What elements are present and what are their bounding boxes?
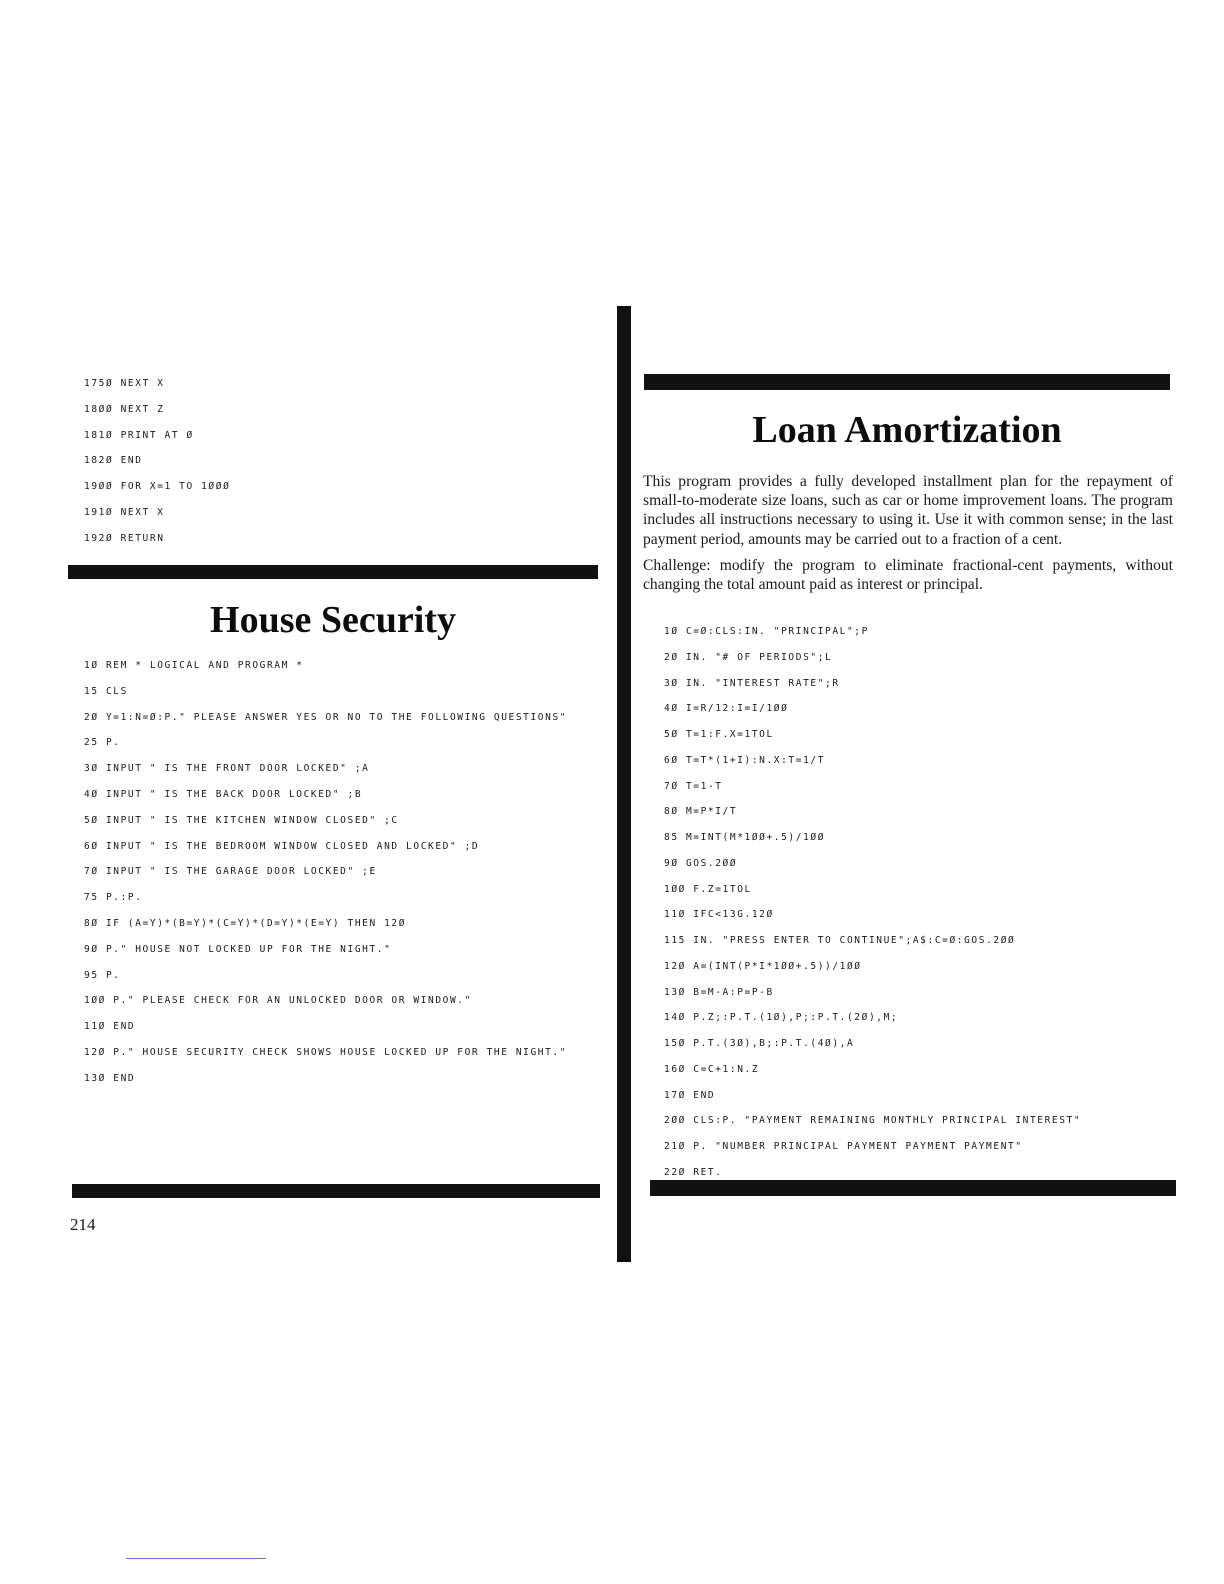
page-number: 214 xyxy=(70,1215,96,1234)
code-line: 181Ø PRINT AT Ø xyxy=(84,429,194,441)
code-line: 1Ø C=Ø:CLS:IN. "PRINCIPAL";P xyxy=(664,626,869,637)
code-line: 17Ø END xyxy=(664,1089,716,1101)
code-line: 5Ø T=1:F.X=1TOL xyxy=(664,729,774,740)
code-line: 25 P. xyxy=(84,737,121,749)
code-line: 95 P. xyxy=(84,969,121,981)
code-line: 182Ø END xyxy=(84,455,143,467)
loan-amortization-code-listing xyxy=(664,626,1081,1193)
code-line: 192Ø RETURN xyxy=(84,532,165,544)
section-divider-bar xyxy=(650,1180,1176,1196)
code-line: 7Ø INPUT " IS THE GARAGE DOOR LOCKED" ;E xyxy=(84,866,377,878)
code-line: 1ØØ F.Z=1TOL xyxy=(664,883,752,895)
code-line: 75 P.:P. xyxy=(84,892,143,904)
code-line: 12Ø P." HOUSE SECURITY CHECK SHOWS HOUSE LOCKED UP FOR THE NIGHT." xyxy=(84,1046,568,1058)
code-line: 11Ø END xyxy=(84,1021,136,1033)
code-line: 115 IN. "PRESS ENTER TO CONTINUE";A$:C=Ø:GOS.2ØØ xyxy=(664,935,1016,946)
code-line: 11Ø IFC<13G.12Ø xyxy=(664,909,774,921)
code-line: 19ØØ FOR X=1 TO 1ØØØ xyxy=(84,481,231,493)
code-line: 13Ø END xyxy=(84,1072,136,1084)
code-line: 3Ø INPUT " IS THE FRONT DOOR LOCKED" ;A xyxy=(84,763,370,775)
house-security-title: House Security xyxy=(210,599,456,641)
code-line: 12Ø A=(INT(P*I*1ØØ+.5))/1ØØ xyxy=(664,960,862,972)
code-line: 15Ø P.T.(3Ø),B;:P.T.(4Ø),A xyxy=(664,1038,855,1049)
loan-amortization-title: Loan Amortization xyxy=(752,409,1062,451)
code-line: 4Ø INPUT " IS THE BACK DOOR LOCKED" ;B xyxy=(84,788,363,800)
code-line: 2ØØ CLS:P. "PAYMENT REMAINING MONTHLY PRINCIPAL INTEREST" xyxy=(664,1115,1082,1127)
code-line: 9Ø GOS.2ØØ xyxy=(664,857,738,869)
code-line: 13Ø B=M-A:P=P-B xyxy=(664,986,774,998)
section-divider-bar xyxy=(68,565,598,579)
loan-challenge: Challenge: modify the program to eliminate fractional-cent payments, without changing the total amount paid as interest or principal. xyxy=(643,557,1173,594)
code-line: 2Ø IN. "# OF PERIODS";L xyxy=(664,651,833,663)
section-divider-bar xyxy=(72,1184,600,1198)
column-divider-rule xyxy=(617,306,631,1262)
code-line: 175Ø NEXT X xyxy=(84,378,165,389)
code-line: 16Ø C=C+1:N.Z xyxy=(664,1063,760,1075)
code-line: 14Ø P.Z;:P.T.(1Ø),P;:P.T.(2Ø),M; xyxy=(664,1012,899,1024)
code-line: 85 M=INT(M*1ØØ+.5)/1ØØ xyxy=(664,832,826,843)
code-line: 6Ø INPUT " IS THE BEDROOM WINDOW CLOSED AND LOCKED" ;D xyxy=(84,840,480,852)
footnote-rule xyxy=(126,1558,266,1559)
code-line: 191Ø NEXT X xyxy=(84,506,165,518)
code-line: 22Ø RET. xyxy=(664,1166,723,1178)
code-line: 2Ø Y=1:N=Ø:P." PLEASE ANSWER YES OR NO TO THE FOLLOWING QUESTIONS" xyxy=(84,711,568,723)
code-line: 18ØØ NEXT Z xyxy=(84,403,165,415)
code-line: 1Ø REM * LOGICAL AND PROGRAM * xyxy=(84,660,304,671)
code-line: 7Ø T=1-T xyxy=(664,780,723,792)
code-line: 8Ø IF (A=Y)*(B=Y)*(C=Y)*(D=Y)*(E=Y) THEN 12Ø xyxy=(84,917,407,929)
code-line: 9Ø P." HOUSE NOT LOCKED UP FOR THE NIGHT." xyxy=(84,943,392,955)
left-top-code-listing xyxy=(84,378,230,559)
code-line: 8Ø M=P*I/T xyxy=(664,806,738,818)
code-line: 3Ø IN. "INTEREST RATE";R xyxy=(664,677,840,689)
code-line: 21Ø P. "NUMBER PRINCIPAL PAYMENT PAYMENT PAYMENT" xyxy=(664,1141,1023,1152)
code-line: 1ØØ P." PLEASE CHECK FOR AN UNLOCKED DOOR OR WINDOW." xyxy=(84,995,472,1007)
loan-description: This program provides a fully developed installment plan for the repayment of small-to-moderate size loans, such as car or home improvement loans. The program includes all instructions necessary to using it. Use it with common sense; in the last payment period, amounts may be carried out to a fraction of a cent. xyxy=(643,473,1173,548)
section-divider-bar xyxy=(644,374,1170,390)
house-security-code-listing xyxy=(84,660,567,1099)
code-line: 5Ø INPUT " IS THE KITCHEN WINDOW CLOSED" ;C xyxy=(84,814,399,826)
code-line: 15 CLS xyxy=(84,685,128,697)
code-line: 4Ø I=R/12:I=I/1ØØ xyxy=(664,703,789,715)
code-line: 6Ø T=T*(1+I):N.X:T=1/T xyxy=(664,754,826,766)
